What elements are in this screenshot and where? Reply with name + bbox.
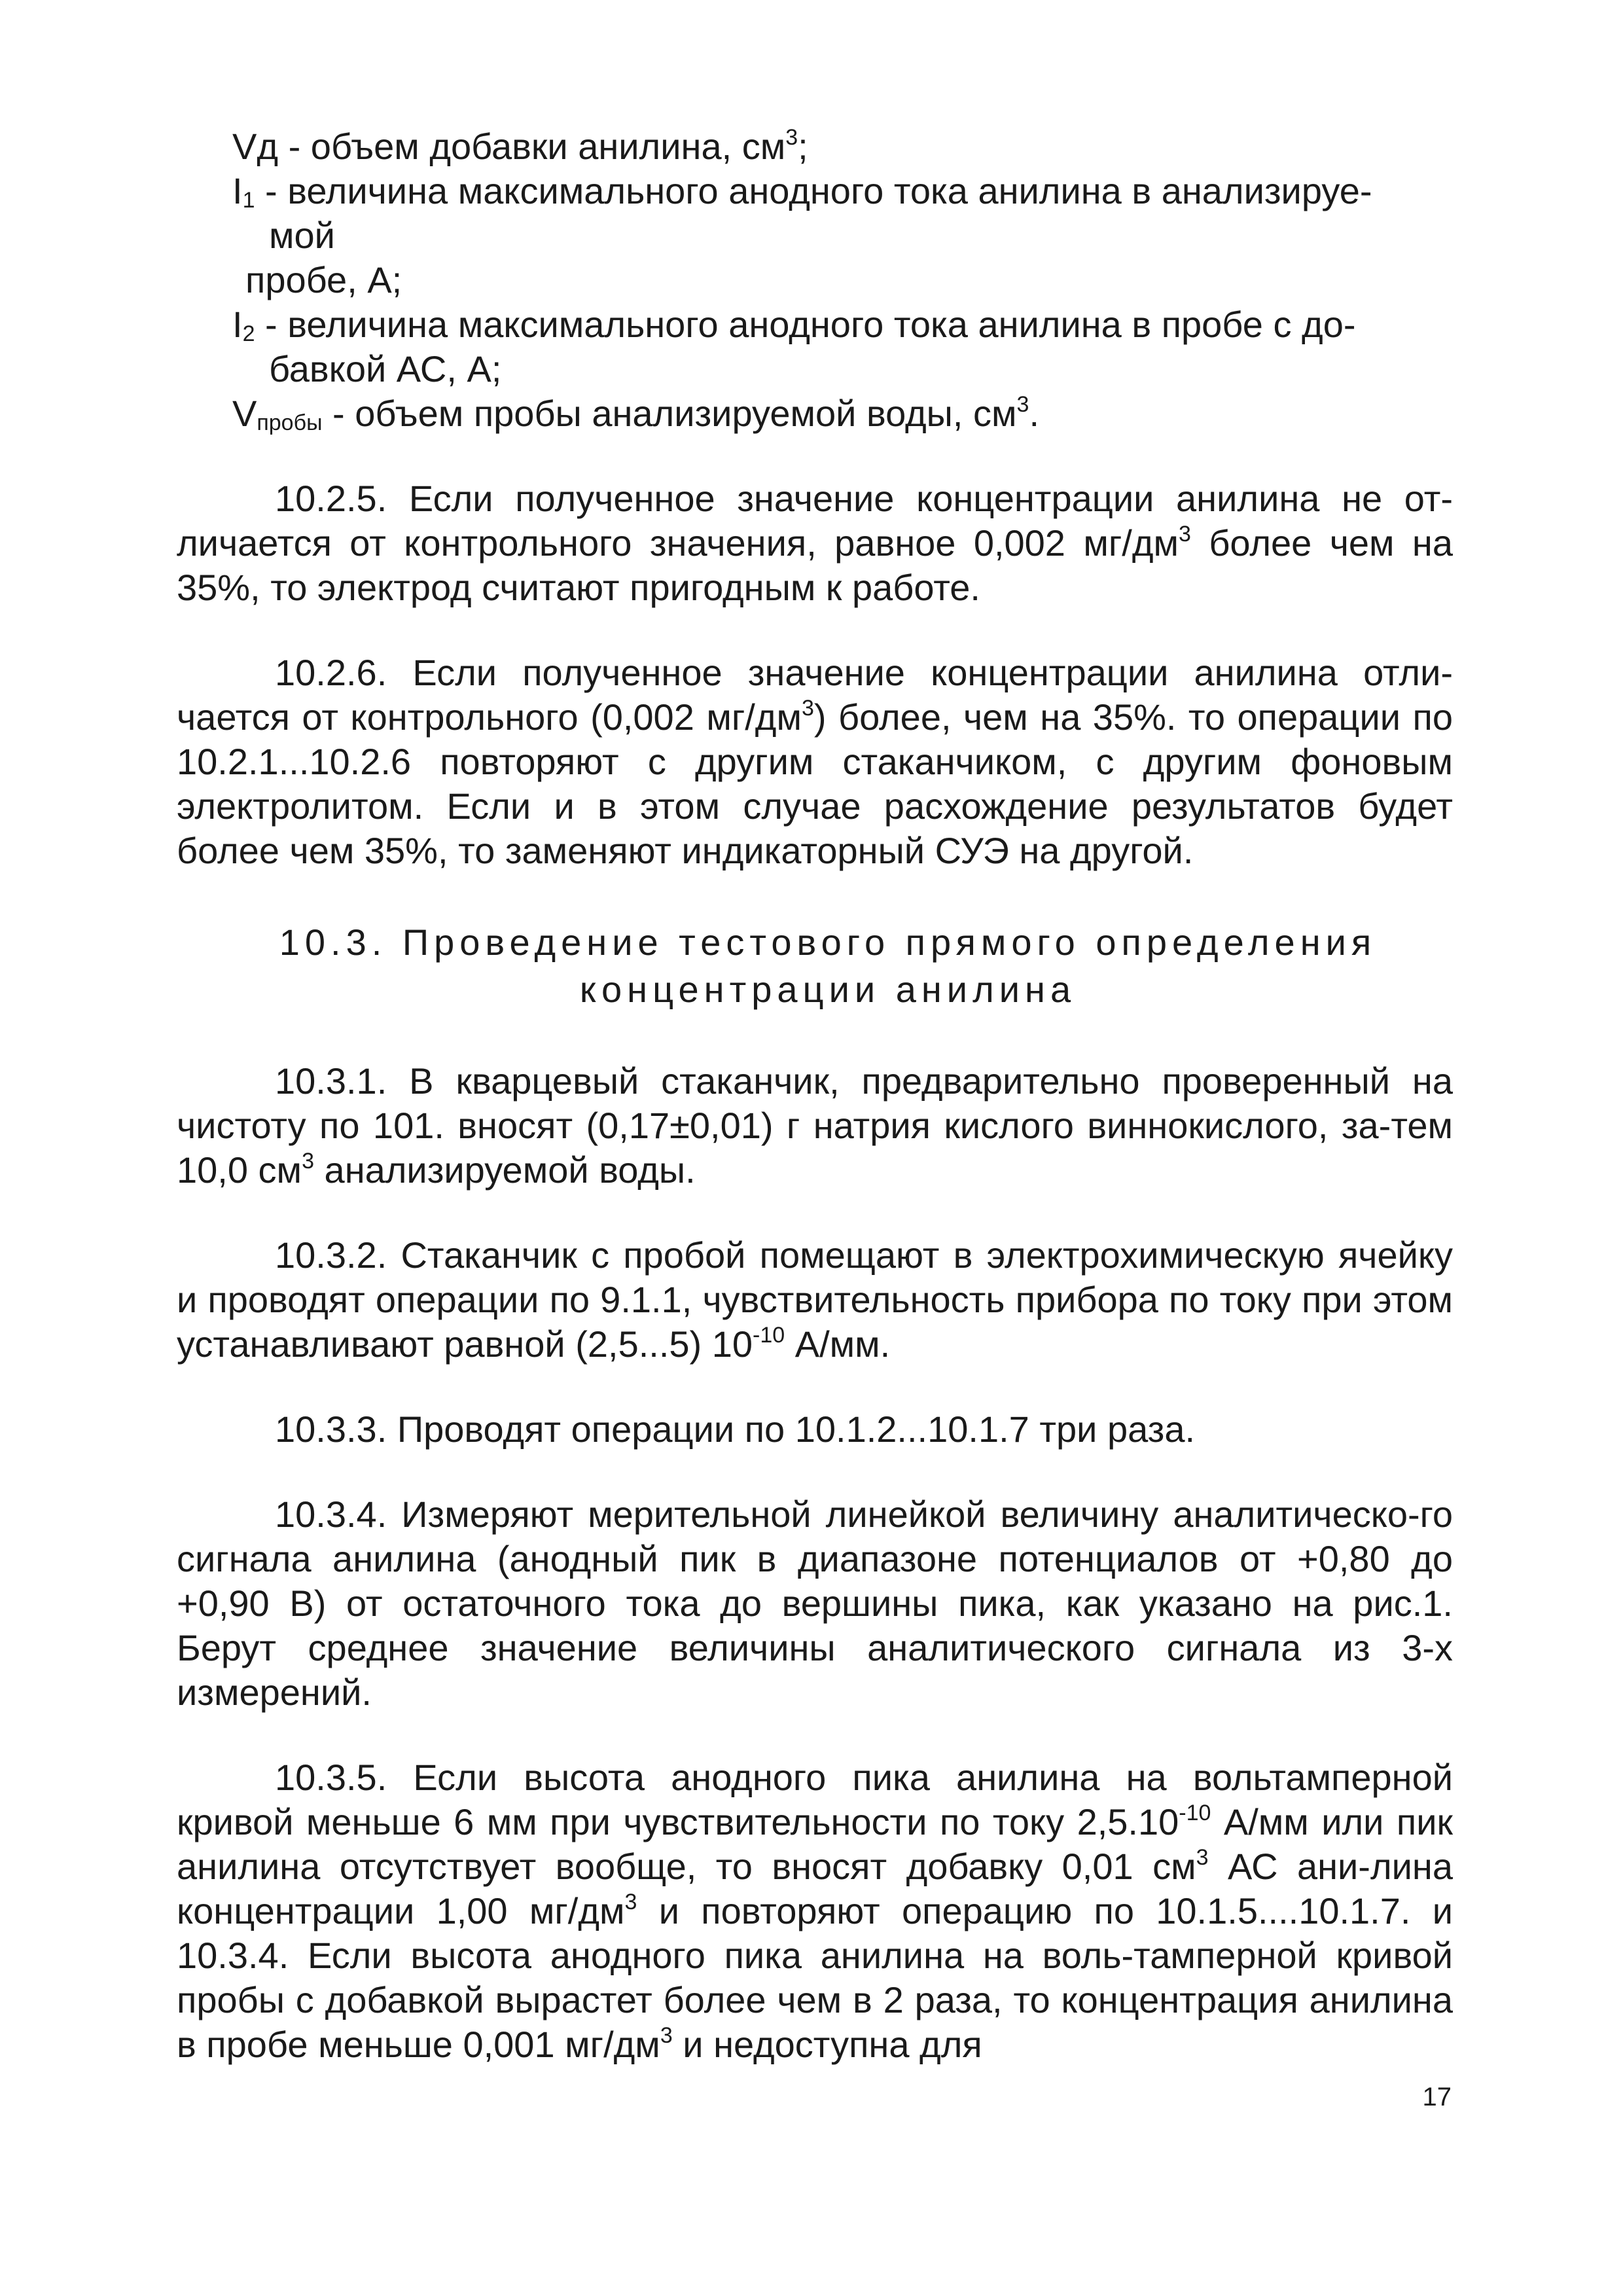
paragraph-10-3-2 [177,1233,1453,1367]
variable-definitions [232,124,1453,436]
p-10-2-5-sup: 3 [1179,522,1191,547]
spacer [177,1193,1453,1233]
p-10-3-5-text-b: А/мм или пик анилина отсутствует вообще, то вносят добавку 0,01 см [177,1801,1453,1887]
spacer [177,873,1453,919]
page-number: 17 [1422,2083,1452,2111]
p-10-3-5-sup-3: 3 [624,1890,637,1914]
var-vprob-sub: пробы [257,410,323,435]
spacer [177,1452,1453,1492]
var-vprob-sup: 3 [1016,392,1029,417]
var-i2-sub: 2 [242,321,255,346]
p-10-3-5-text-c: АС ани-лина концентрации 1,00 мг/дм [177,1846,1453,1931]
var-vprob-symbol: V [232,393,257,434]
var-i1 [232,169,1453,258]
var-i2-desc: - величина максимального анодного тока анилина в пробе с до- [255,304,1356,345]
var-i1-desc: - величина максимального анодного тока анилина в анализируе- [255,170,1372,211]
heading-line-2: концентрации анилина [579,969,1077,1010]
p-10-3-5-text-a: 10.3.5. Если высота анодного пика анилина на вольтамперной кривой меньше 6 мм при чувствительности по току 2,5.10 [177,1757,1453,1842]
var-vprob-tail: . [1029,393,1040,434]
var-i1-sub: 1 [242,188,255,213]
section-heading-10-3 [177,919,1453,1013]
document-page [177,124,1453,2067]
var-i1-line2: мой [269,215,335,256]
p-10-3-2-sup: -10 [753,1323,785,1348]
p-10-3-1-text-a: 10.3.1. В кварцевый стаканчик, предварительно проверенный на чистоту по 101. вносят (0,17±0,01) г натрия кислого виннокислого, за-тем 10,0 см [177,1060,1453,1191]
spacer [177,1367,1453,1407]
paragraph-10-3-4: 10.3.4. Измеряют мерительной линейкой величину аналитическо-го сигнала анилина (анодный пик в диапазоне потенциалов от +0,80 до +0,90 В) от остаточного тока до вершины пика, как указано на рис.1. Берут среднее значение величины аналитического сигнала из 3-х измерений. [177,1494,1453,1713]
var-i2-line2: бавкой АС, А; [269,348,502,389]
spacer [177,1013,1453,1059]
paragraph-10-3-3: 10.3.3. Проводят операции по 10.1.2...10.1.7 три раза. [275,1408,1196,1450]
var-vprob-desc: - объем пробы анализируемой воды, см [322,393,1017,434]
var-i1-cont [232,258,1453,302]
p-10-3-1-sup: 3 [302,1149,314,1174]
p-10-2-6-text-a: 10.2.6. Если полученное значение концентрации анилина отли-чается от контрольного (0,002 мг/дм [177,652,1453,738]
var-vprob [232,391,1453,436]
p-10-3-5-text-e: и недоступна для [672,2024,982,2065]
paragraph-10-2-6 [177,651,1453,873]
paragraph-10-2-5 [177,476,1453,610]
spacer [177,610,1453,651]
var-vd-symbol: Vд [232,126,279,167]
p-10-3-5-sup-4: 3 [660,2023,673,2048]
var-vd [232,124,1453,169]
heading-line-1: 10.3. Проведение тестового прямого определения [279,922,1377,963]
p-10-3-5-sup-1: -10 [1179,1801,1211,1825]
var-vd-tail: ; [798,126,808,167]
var-vd-sup: 3 [785,125,798,150]
p-10-2-6-text-b: ) более, чем на 35%. то операции по 10.2.1...10.2.6 повторяют с другим стаканчиком, с другим фоновым электролитом. Если и в этом случае расхождение результатов будет более чем 35%, то заменяют индикаторный СУЭ на другой. [177,696,1454,871]
p-10-3-5-text-d: и повторяют операцию по 10.1.5....10.1.7. и 10.3.4. Если высота анодного пика анилина на воль-тамперной кривой пробы с добавкой вырастет более чем в 2 раза, то концентрация анилина в пробе меньше 0,001 мг/дм [177,1890,1454,2065]
var-vd-desc: - объем добавки анилина, см [278,126,786,167]
var-i2 [232,302,1453,391]
spacer [177,436,1453,476]
p-10-3-1-text-b: анализируемой воды. [313,1149,696,1191]
p-10-2-5-text-b: более чем на 35%, то электрод считают пригодным к работе. [177,522,1453,608]
p-10-3-2-text-b: А/мм. [785,1323,891,1365]
spacer [177,1715,1453,1755]
paragraph-10-3-1 [177,1059,1453,1193]
paragraph-10-3-5 [177,1755,1453,2067]
p-10-2-6-sup: 3 [801,696,814,721]
p-10-3-2-text-a: 10.3.2. Стаканчик с пробой помещают в электрохимическую ячейку и проводят операции по 9.1.1, чувствительность прибора по току при этом устанавливают равной (2,5...5) 10 [177,1234,1453,1365]
var-i2-symbol: I [232,304,243,345]
var-i1-symbol: I [232,170,243,211]
p-10-2-5-text-a: 10.2.5. Если полученное значение концентрации анилина не от-личается от контрольного значения, равное 0,002 мг/дм [177,478,1453,564]
var-i1-line3: пробе, А; [245,259,402,300]
p-10-3-5-sup-2: 3 [1196,1845,1209,1870]
